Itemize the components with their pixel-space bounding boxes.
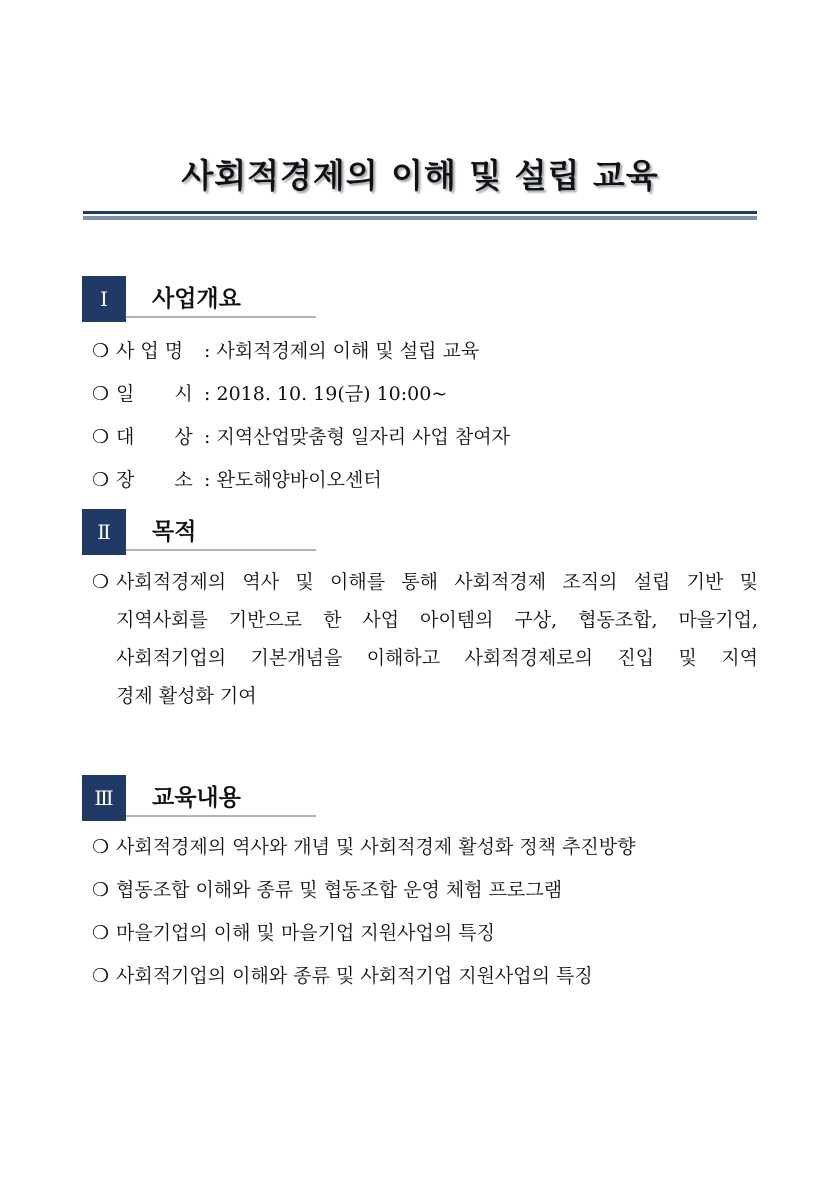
overview-value: 지역산업맞춤형 일자리 사업 참여자	[216, 426, 510, 448]
section-underline	[126, 549, 316, 551]
bullet-icon: ❍	[92, 879, 110, 901]
title-rule-top	[83, 211, 757, 214]
bullet-icon: ❍	[92, 836, 110, 858]
bullet-icon: ❍	[92, 571, 110, 593]
section-purpose	[82, 509, 322, 555]
content-item: ❍ 협동조합 이해와 종류 및 협동조합 운영 체험 프로그램	[92, 879, 563, 901]
overview-sep: :	[198, 340, 217, 362]
section-overview	[82, 276, 322, 322]
bullet-icon: ❍	[92, 340, 110, 362]
section-underline	[126, 316, 316, 318]
overview-value: 사회적경제의 이해 및 설립 교육	[216, 340, 480, 362]
purpose-paragraph	[92, 563, 758, 715]
purpose-line: 경제 활성화 기여	[116, 685, 257, 707]
content-item: ❍ 사회적기업의 이해와 종류 및 사회적기업 지원사업의 특징	[92, 965, 593, 987]
section-underline	[126, 815, 316, 817]
overview-item-name	[92, 336, 479, 363]
overview-label: 일 시	[116, 383, 193, 405]
section-number: Ⅰ	[82, 276, 126, 322]
overview-item-place	[92, 465, 382, 492]
purpose-line: 지역사회를 기반으로 한 사업 아이템의 구상, 협동조합, 마을기업,	[116, 609, 758, 631]
purpose-line: 사회적기업의 기본개념을 이해하고 사회적경제로의 진입 및 지역	[116, 647, 758, 669]
overview-sep: :	[198, 426, 217, 448]
overview-label: 대 상	[116, 426, 193, 448]
section-title: 사업개요	[152, 286, 241, 312]
page-title: 사회적경제의 이해 및 설립 교육	[181, 156, 659, 195]
overview-label: 사 업 명	[116, 340, 184, 362]
section-number: Ⅱ	[82, 509, 126, 555]
section-contents	[82, 775, 322, 821]
bullet-icon: ❍	[92, 965, 110, 987]
content-item: ❍ 사회적경제의 역사와 개념 및 사회적경제 활성화 정책 추진방향	[92, 836, 636, 858]
section-title: 교육내용	[152, 785, 241, 811]
title-rule-bottom	[83, 216, 757, 220]
content-item: ❍ 마을기업의 이해 및 마을기업 지원사업의 특징	[92, 922, 495, 944]
bullet-icon: ❍	[92, 426, 110, 448]
section-title: 목적	[152, 519, 197, 545]
overview-sep: :	[198, 383, 217, 405]
purpose-line: ❍ 사회적경제의 역사 및 이해를 통해 사회적경제 조직의 설립 기반 및	[92, 563, 758, 601]
overview-item-target	[92, 422, 510, 449]
overview-value: 2018. 10. 19(금) 10:00~	[216, 383, 448, 405]
section-number: Ⅲ	[82, 775, 126, 821]
bullet-icon: ❍	[92, 383, 110, 405]
bullet-icon: ❍	[92, 922, 110, 944]
overview-label: 장 소	[116, 469, 193, 491]
overview-sep: :	[198, 469, 217, 491]
overview-value: 완도해양바이오센터	[216, 469, 382, 491]
overview-item-date	[92, 379, 447, 406]
bullet-icon: ❍	[92, 469, 110, 491]
